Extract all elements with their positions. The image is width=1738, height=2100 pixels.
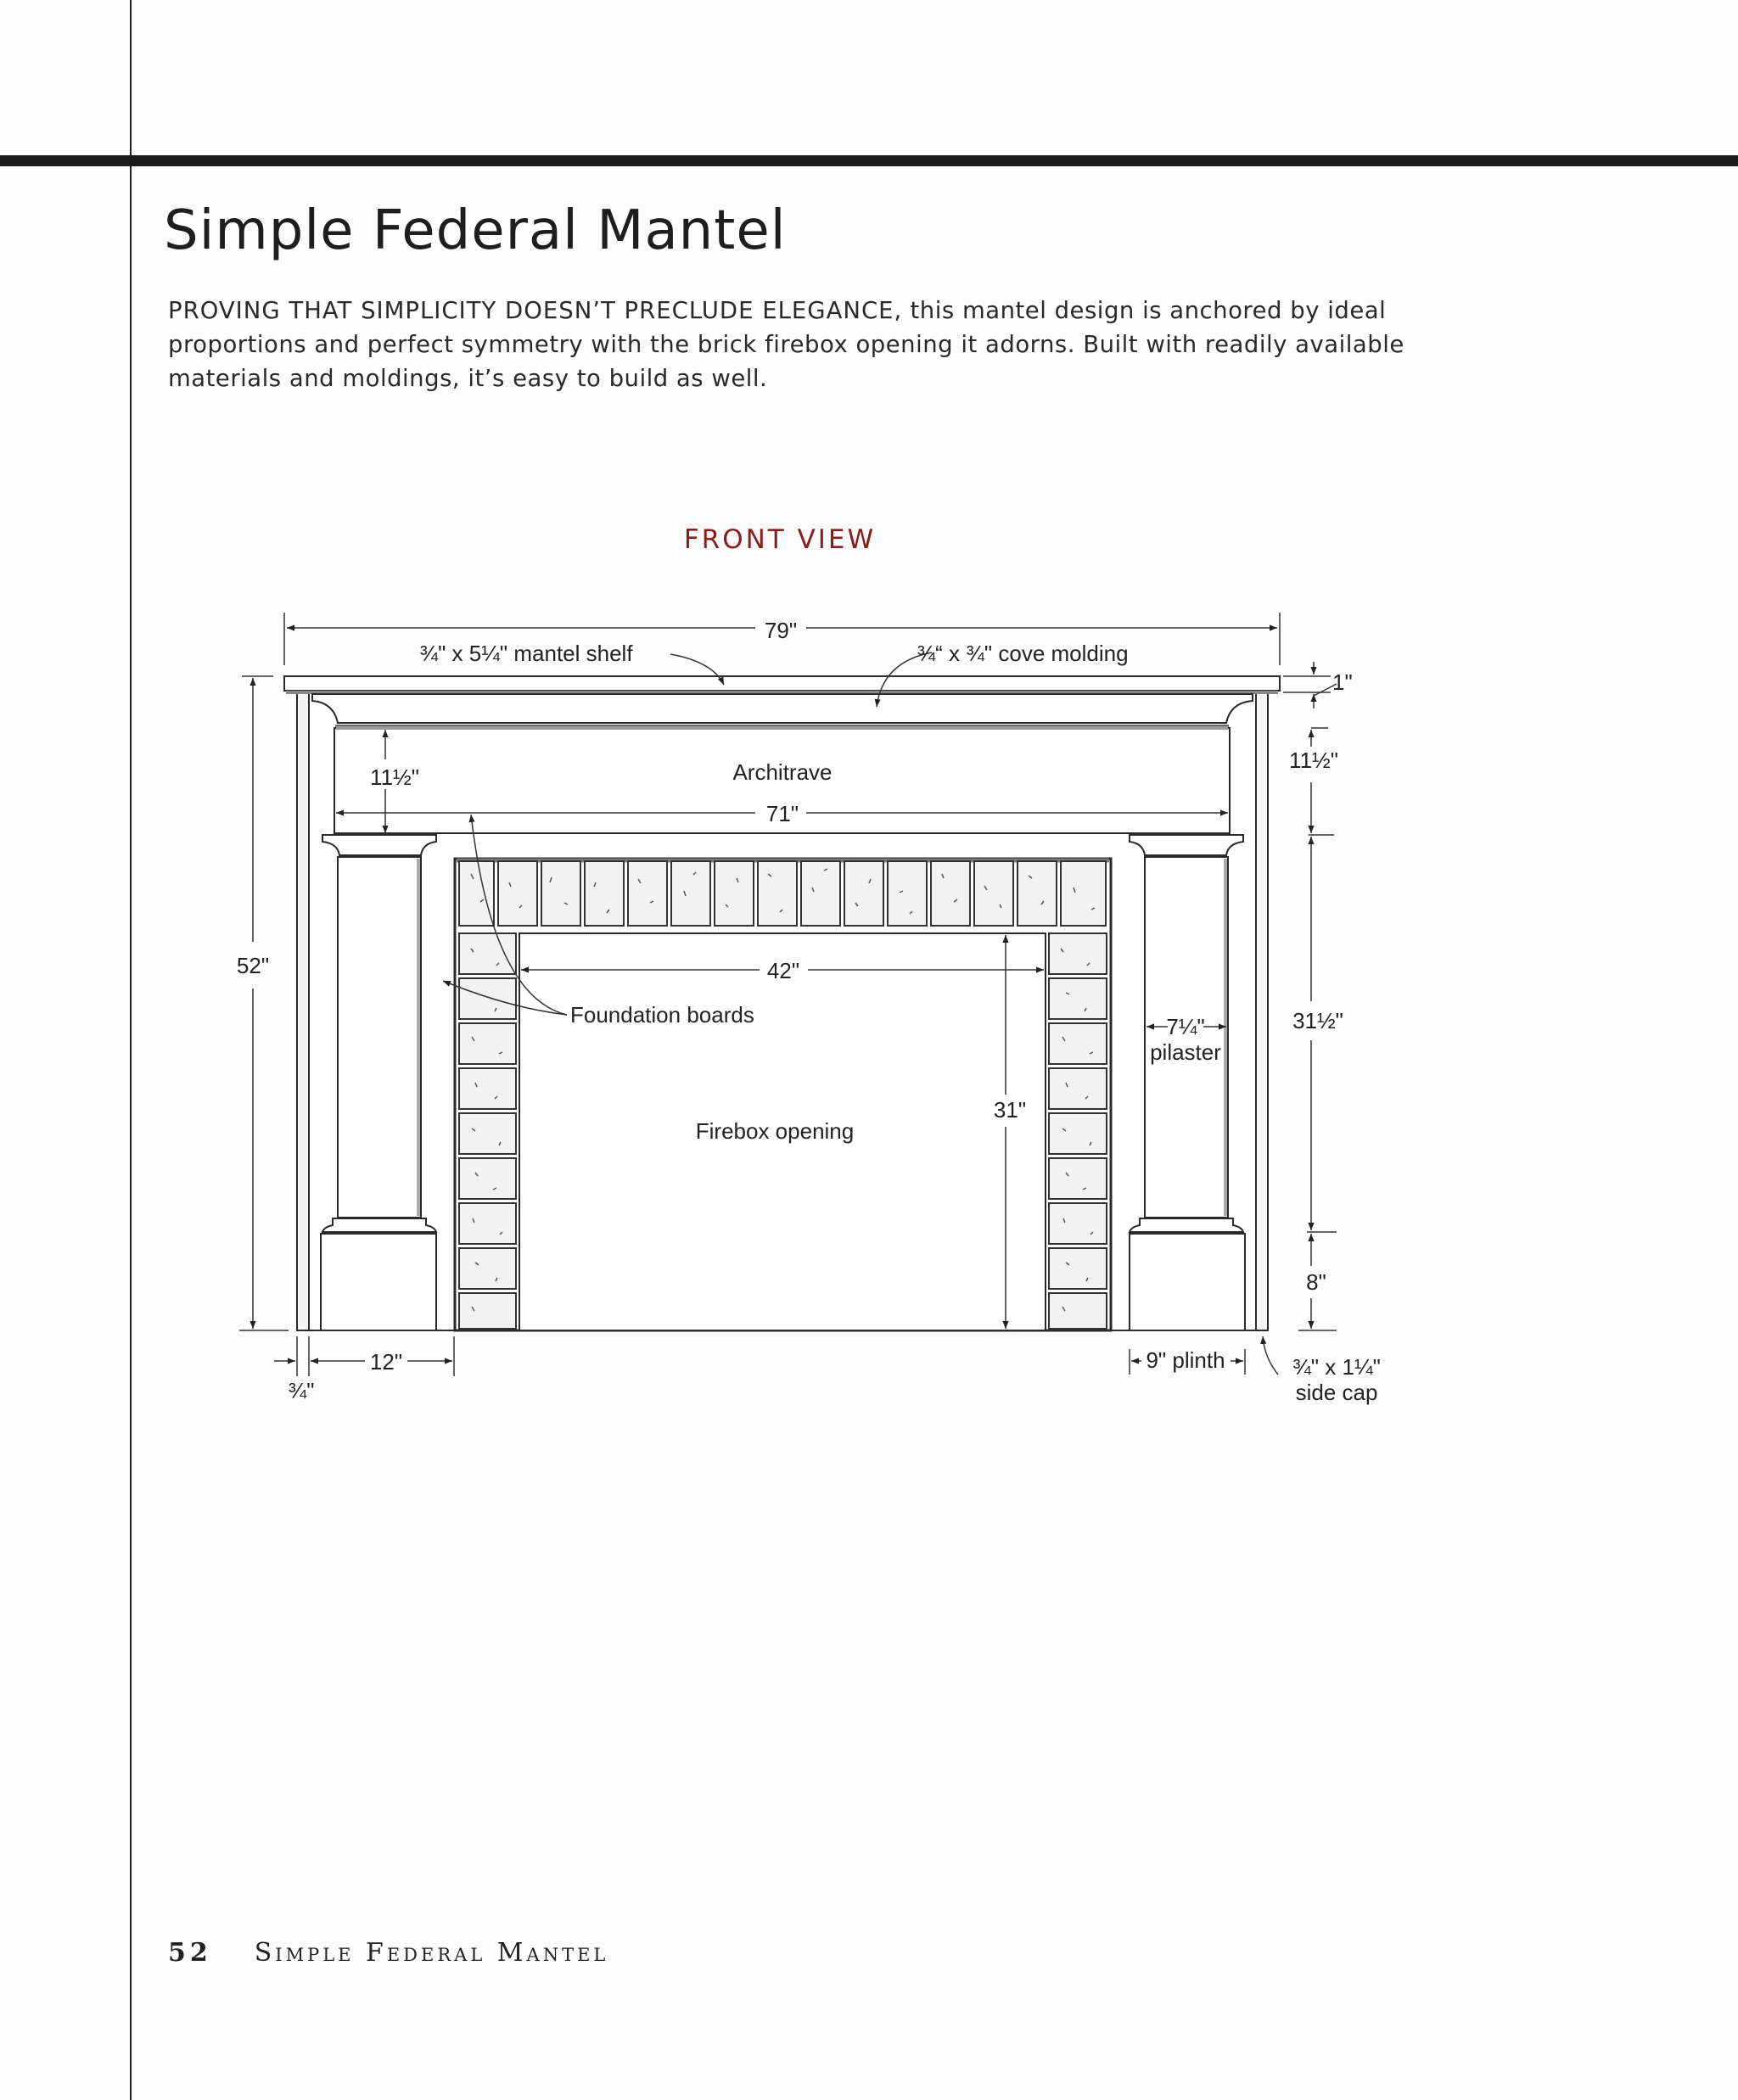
architrave-height-left-label: 11½" xyxy=(370,764,419,790)
page-footer xyxy=(168,1938,608,1968)
pilaster-height-label: 31½" xyxy=(1292,1008,1343,1033)
left-capital xyxy=(322,835,436,855)
left-brick-column xyxy=(459,933,516,1329)
cove-molding xyxy=(312,694,1253,723)
mantel-shelf xyxy=(284,676,1280,691)
left-plinth xyxy=(321,1234,436,1330)
foundation-boards-label: Foundation boards xyxy=(570,1002,754,1028)
pilaster-width-label: 7¼" xyxy=(1166,1014,1205,1039)
right-side-cap xyxy=(1256,692,1268,1330)
left-pilaster xyxy=(338,857,421,1218)
opening-height-label: 31" xyxy=(993,1097,1027,1123)
left-plinth-molding xyxy=(322,1218,436,1232)
side-cap-label: side cap xyxy=(1295,1380,1378,1405)
architrave-width-label: 71" xyxy=(765,801,799,826)
architrave-label: Architrave xyxy=(732,759,833,785)
intro-lead: PROVING THAT SIMPLICITY DOESN’T PRECLUDE ELEGANCE, xyxy=(168,297,903,324)
architrave-height-right-label: 11½" xyxy=(1289,748,1338,773)
right-plinth-molding xyxy=(1130,1218,1243,1232)
right-plinth xyxy=(1130,1234,1245,1330)
overall-height-label: 52" xyxy=(236,953,270,978)
plinth-width-label: 9" plinth xyxy=(1146,1347,1225,1373)
left-side-cap xyxy=(297,692,309,1330)
header-brick-row xyxy=(459,861,1106,926)
right-capital xyxy=(1130,835,1243,855)
running-title: Simple Federal Mantel xyxy=(254,1938,609,1968)
intro-body: this mantel design is anchored by ideal proportions and perfect symmetry with the brick firebox opening it adorns. Built with readily available materials and moldings, it’s easy to build as well. xyxy=(168,297,1404,392)
mantel-shelf-label: ¾" x 5¼" mantel shelf xyxy=(419,641,633,666)
section-heading: FRONT VIEW xyxy=(683,524,877,555)
leg-width-label: 12" xyxy=(369,1349,403,1375)
cove-molding-label: ¾“ x ¾" cove molding xyxy=(917,641,1129,666)
overall-width-label: 79" xyxy=(764,618,798,643)
pilaster-label: pilaster xyxy=(1150,1039,1221,1065)
page-title: Simple Federal Mantel xyxy=(164,199,787,262)
right-brick-column xyxy=(1049,933,1107,1329)
page-number: 52 xyxy=(168,1938,212,1968)
plinth-height-label: 8" xyxy=(1306,1269,1326,1295)
side-cap-offset-label: ¾" xyxy=(288,1378,315,1403)
shelf-thickness-label: 1" xyxy=(1332,669,1353,695)
firebox-opening-label: Firebox opening xyxy=(695,1118,855,1144)
side-cap-size-label: ¾" x 1¼" xyxy=(1292,1354,1381,1380)
opening-width-label: 42" xyxy=(766,958,800,983)
